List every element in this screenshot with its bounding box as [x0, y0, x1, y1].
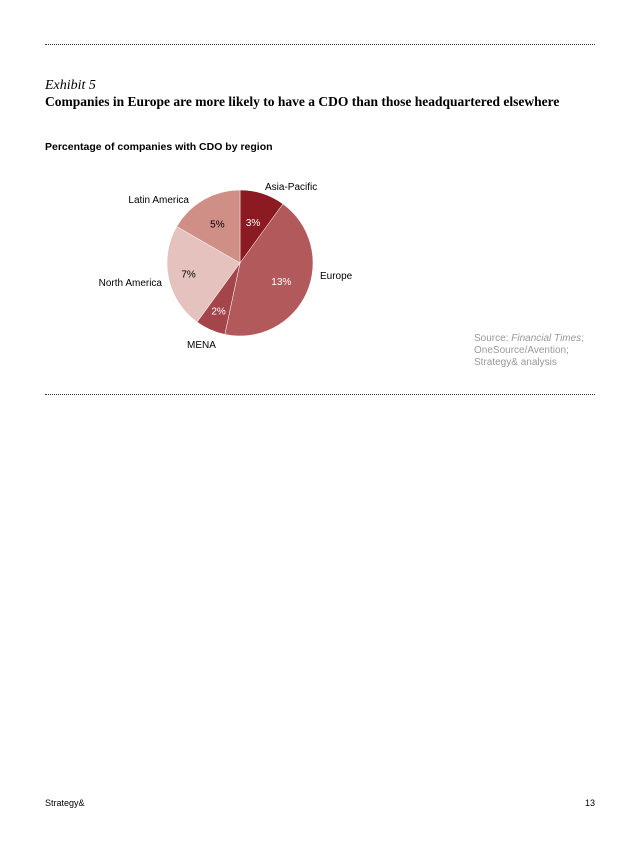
slice-category-label: Asia-Pacific [265, 182, 318, 193]
slice-category-label: Europe [320, 271, 353, 282]
slice-value-label: 5% [210, 219, 225, 231]
chart-title: Percentage of companies with CDO by region [45, 141, 273, 153]
exhibit-title: Companies in Europe are more likely to have a CDO than those headquartered elsewhere [45, 94, 560, 109]
source-line-3: Strategy& analysis [474, 357, 557, 368]
source-note [474, 333, 584, 369]
source-prefix: Source: [474, 333, 512, 344]
source-italic: Financial Times [511, 333, 582, 344]
slice-category-label: Latin America [128, 195, 189, 206]
slice-value-label: 13% [271, 276, 292, 288]
source-suffix: ; [581, 333, 584, 344]
slice-value-label: 2% [211, 306, 226, 318]
slice-category-label: MENA [187, 340, 216, 351]
footer-brand: Strategy& [45, 798, 85, 808]
bottom-divider [45, 394, 595, 395]
exhibit-label: Exhibit 5 [45, 78, 96, 93]
slice-category-label: North America [98, 278, 162, 289]
slice-value-label: 7% [181, 269, 196, 281]
page-number: 13 [584, 798, 595, 808]
source-line-2: OneSource/Avention; [474, 345, 569, 356]
slice-value-label: 3% [245, 218, 261, 230]
